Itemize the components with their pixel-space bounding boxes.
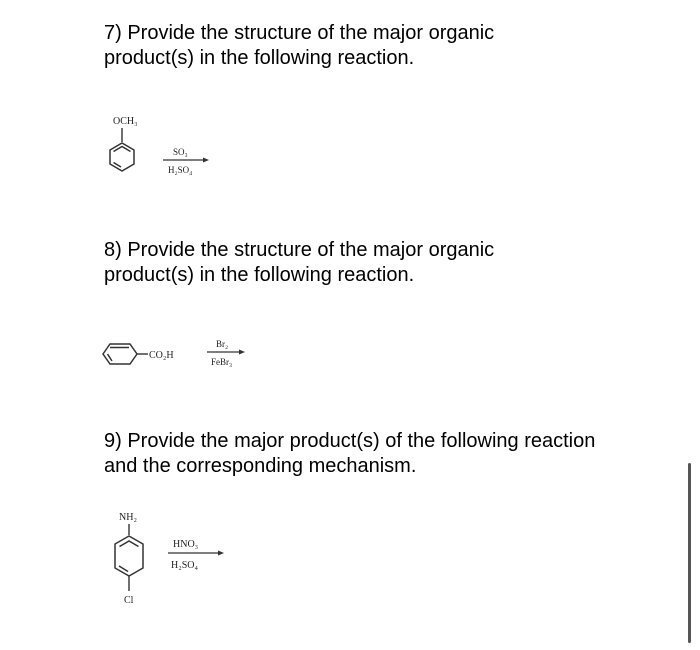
- q7-reagent-bottom: H₂SO₄: [168, 165, 193, 175]
- q7-benzene-ring: [110, 143, 134, 171]
- q8-reagent-bottom: FeBr₃: [211, 357, 233, 367]
- q8-arrow-head: [239, 350, 245, 355]
- q8-substituent-label: CO₂H: [149, 350, 174, 361]
- q9-substituent-top-label: NH₂: [119, 512, 137, 523]
- q9-arrow-head: [218, 551, 224, 556]
- q7-reagent-top: SO₃: [173, 147, 188, 157]
- vertical-scrollbar[interactable]: [688, 463, 691, 643]
- q8-benzene-ring: [103, 344, 137, 364]
- q7-substituent-label: OCH₃: [113, 116, 138, 127]
- reaction-8-diagram: [100, 332, 260, 382]
- q9-benzene-ring: [115, 536, 143, 576]
- question-7-text: 7) Provide the structure of the major organic product(s) in the following reaction.: [104, 22, 495, 69]
- reaction-9-diagram: [110, 505, 240, 610]
- question-9-text: 9) Provide the major product(s) of the following reaction and the corresponding mechanism.: [104, 430, 596, 477]
- q9-reagent-bottom: H₂SO₄: [171, 560, 198, 571]
- question-8-text: 8) Provide the structure of the major organic product(s) in the following reaction.: [104, 239, 495, 286]
- reaction-7-diagram: [105, 110, 225, 190]
- q9-substituent-bottom-label: Cl: [124, 595, 134, 606]
- q7-arrow-head: [203, 158, 209, 163]
- q8-reagent-top: Br₂: [216, 339, 229, 349]
- q9-reagent-top: HNO₃: [173, 539, 199, 550]
